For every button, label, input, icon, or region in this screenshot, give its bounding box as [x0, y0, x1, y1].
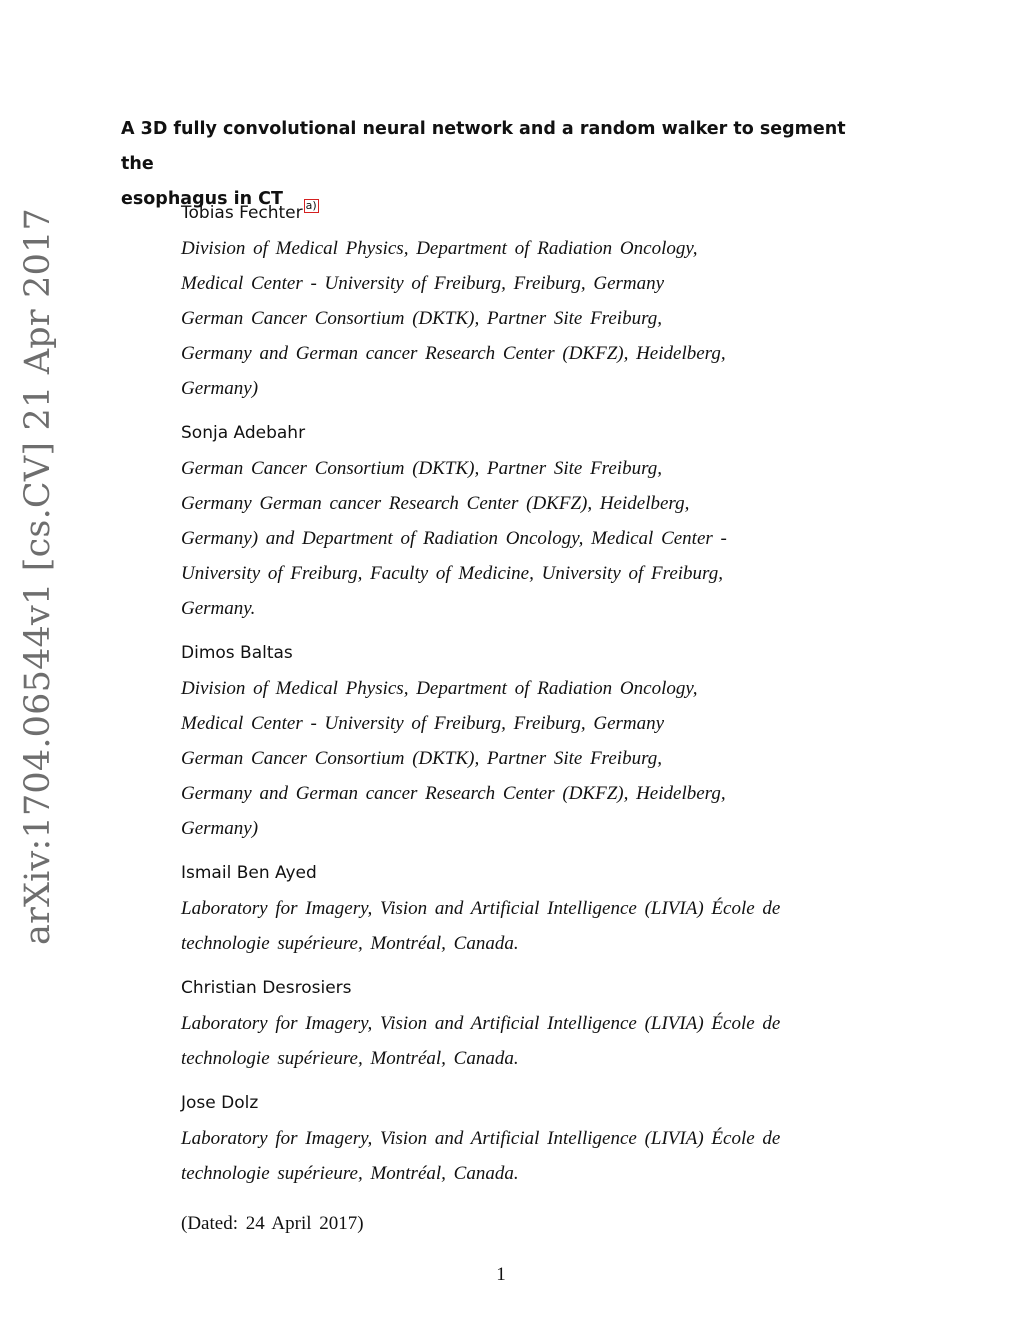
arxiv-side-stamp: arXiv:1704.06544v1 [cs.CV] 21 Apr 2017	[18, 207, 58, 945]
dated-line: (Dated: 24 April 2017)	[181, 1213, 364, 1234]
affiliation-line: Germany and German cancer Research Center (DKFZ), Heidelberg,	[181, 343, 726, 364]
affiliation-line: Laboratory for Imagery, Vision and Artificial Intelligence (LIVIA) École de	[181, 898, 781, 919]
affiliation-line: Germany)	[181, 378, 259, 399]
paper-title-line-2: esophagus in CT	[121, 189, 283, 209]
affiliation-line: Germany.	[181, 598, 256, 619]
affiliation-line: Division of Medical Physics, Department of Radiation Oncology,	[181, 238, 698, 259]
author-block	[181, 416, 861, 626]
author-name: Dimos Baltas	[181, 643, 293, 663]
page-number: 1	[496, 1264, 506, 1285]
affiliation-line: technologie supérieure, Montréal, Canada.	[181, 1048, 519, 1069]
affiliation-line: German Cancer Consortium (DKTK), Partner Site Freiburg,	[181, 748, 663, 769]
author-name: Ismail Ben Ayed	[181, 863, 317, 883]
affiliation-line: Germany German cancer Research Center (DKFZ), Heidelberg,	[181, 493, 690, 514]
paper-title-line-1: A 3D fully convolutional neural network and a random walker to segment the	[121, 119, 846, 174]
affiliation-line: Germany) and Department of Radiation Oncology, Medical Center -	[181, 528, 727, 549]
footnote-link[interactable]: a)	[305, 199, 317, 212]
affiliation-line: German Cancer Consortium (DKTK), Partner Site Freiburg,	[181, 308, 663, 329]
author-name: Sonja Adebahr	[181, 423, 306, 443]
affiliation-line: technologie supérieure, Montréal, Canada.	[181, 1163, 519, 1184]
author-list	[181, 196, 861, 1201]
affiliation-line: Laboratory for Imagery, Vision and Artificial Intelligence (LIVIA) École de	[181, 1128, 781, 1149]
affiliation-line: technologie supérieure, Montréal, Canada.	[181, 933, 519, 954]
affiliation-line: Division of Medical Physics, Department of Radiation Oncology,	[181, 678, 698, 699]
affiliation-line: Medical Center - University of Freiburg, Freiburg, Germany	[181, 273, 665, 294]
author-name: Jose Dolz	[181, 1093, 259, 1113]
author-name: Christian Desrosiers	[181, 978, 352, 998]
affiliation-line: German Cancer Consortium (DKTK), Partner Site Freiburg,	[181, 458, 663, 479]
author-name-text: Tobias Fechter	[181, 203, 303, 223]
affiliation-line: Medical Center - University of Freiburg, Freiburg, Germany	[181, 713, 665, 734]
author-block	[181, 856, 861, 961]
author-block	[181, 196, 861, 406]
affiliation-line: University of Freiburg, Faculty of Medicine, University of Freiburg,	[181, 563, 723, 584]
author-name	[181, 196, 861, 231]
affiliation-line: Laboratory for Imagery, Vision and Artificial Intelligence (LIVIA) École de	[181, 1013, 781, 1034]
author-block	[181, 1086, 861, 1191]
author-block	[181, 636, 861, 846]
affiliation-line: Germany)	[181, 818, 259, 839]
affiliation-line: Germany and German cancer Research Center (DKFZ), Heidelberg,	[181, 783, 726, 804]
author-block	[181, 971, 861, 1076]
